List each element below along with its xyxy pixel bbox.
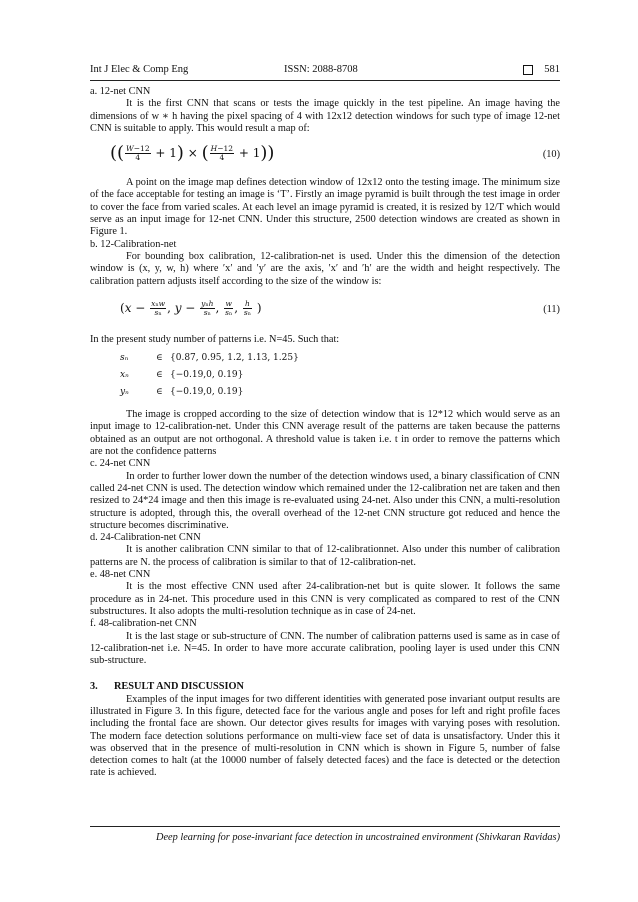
subsection-a-title: a. 12-net CNN — [90, 86, 151, 97]
set-symbol: sₙ — [120, 353, 129, 364]
element-of-icon: ∈ — [156, 387, 163, 398]
body-text — [90, 86, 560, 780]
subsection-d-title: d. 24-Calibration-net CNN — [90, 532, 201, 544]
header-rule — [90, 80, 560, 81]
running-footer: Deep learning for pose-invariant face detection in uncostrained environment (Shivkaran Ravidas) — [156, 832, 560, 843]
equation-11-formula: (x − $\frac{\text{xₙw}}{\text{sₙ}}$ , y − $\frac{\text{yₙh}}{\text{sₙ}}$ , $\frac{w}{\text{sₙ}}$ , $\frac{h}{\text{sₙ}}$ ) — [120, 298, 262, 317]
subsection-f-title: f. 48-calibration-net CNN — [90, 618, 197, 630]
subsection-e-title: e. 48-net CNN — [90, 569, 151, 581]
set-row-s — [90, 352, 560, 369]
journal-name: Int J Elec & Comp Eng — [90, 64, 189, 75]
set-symbol: xₙ — [120, 370, 129, 381]
element-of-icon: ∈ — [156, 353, 163, 364]
subsection-b-title: b. 12-Calibration-net — [90, 238, 177, 250]
element-of-icon: ∈ — [156, 370, 163, 381]
subsection-f-para-1: It is the last stage or sub-structure of CNN. The number of calibration patterns used is same as in case of 12-calibration-net i.e. N=45. In order to have more accurate calibration, pooling layer is used under this CNN sub-structure. — [90, 630, 560, 667]
equation-11-number: (11) — [543, 303, 560, 315]
set-values: {−0.19,0, 0.19} — [170, 387, 244, 398]
set-row-x — [90, 369, 560, 386]
subsection-b-para-3: The image is cropped according to the size of detection window that is 12*12 which would serve as an input image to 12-calibration-net. Under this CNN average result of the patterns are taken because the patterns obtained as an output are not orthogonal. A threshold value is taken i.e. t in order to remove the patterns which are not the confidence patterns — [90, 409, 560, 458]
section-3-title: RESULT AND DISCUSSION — [114, 681, 244, 693]
section-3-heading — [90, 681, 560, 693]
subsection-a-para-1: It is the first CNN that scans or tests the image quickly in the test pipeline. An image having the dimensions of w ∗ h having the pixel spacing of 4 with 12x12 detection windows for such type of image 12-net CNN is suitable to apply. This would result a map of: — [90, 98, 560, 134]
section-3-para-1: Examples of the input images for two different identities with generated pose invariant output results are illustrated in Figure 3. In this figure, detected face for the various angle and poses for left and right profile faces including the frontal face are shown. Our detector gives results for images with varying poses with resolution. The modern face detection solutions performance on multi-view face set of data is unsatisfactory. Under this it was observed that in the presence of multi-resolution in CNN which is shown in Figure 5, number of false detection comes to halt (at the 10000 number of falsely detected faces) and the face is detected or the detection rate is achieved. — [90, 693, 560, 779]
subsection-c-para-1: In order to further lower down the number of the detection windows used, a binary classification of CNN called 24-net CNN is used. The detection window which remained under the 12-calibration net are taken and then resized to 24*24 image and then this image is re-evaluated using 24-net. Also under this CNN, a multi-resolution structure is adopted, through this, the overall overhead of the 12-net CNN structure got reduced and hence the structure becomes discriminative. — [90, 470, 560, 531]
subsection-e-para-1: It is the most effective CNN used after 24-calibration-net but is quite slower. It follows the same procedure as in 24-net. This procedure used in this CNN is very complicated as compared to rest of the CNN substructures. It also adopts the multi-resolution technique as in case of 24-net. — [90, 581, 560, 617]
subsection-a-para-2: A point on the image map defines detection window of 12x12 onto the testing image. The minimum size of the face acceptable for testing an image is ‘T’. Firstly an image pyramid is built through the test image in order to cover the face from varied scales. At each level an image pyramid is created, it is resized by 12/T which would serve as an input image for 12-net CNN. Under this structure, 2500 detection windows are created as shown in Figure 1. — [90, 177, 560, 238]
set-values: {0.87, 0.95, 1.2, 1.13, 1.25} — [170, 353, 299, 364]
subsection-c-title: c. 24-net CNN — [90, 458, 151, 470]
set-values: {−0.19,0, 0.19} — [170, 370, 244, 381]
page-number: 581 — [544, 64, 560, 75]
set-symbol: yₙ — [120, 387, 129, 398]
subsection-b-para-2: In the present study number of patterns i.e. N=45. Such that: — [90, 333, 340, 345]
set-row-y — [90, 386, 560, 403]
subsection-b-para-1: For bounding box calibration, 12-calibration-net is used. Under this the dimension of the detection window is (x, y, w, h) where ′x′ and ′y′ are the axis, ′x′ and ′h′ are the width and height respectively. The calibration pattern adjusts itself according to the size of the window is: — [90, 250, 560, 287]
running-header — [90, 64, 560, 80]
checkbox-square-icon — [523, 65, 533, 75]
equation-10-formula: (( $\frac{W-12}{4}$ + 1) × ( $\frac{H-12}{4}$ + 1)) — [110, 142, 275, 164]
section-3-number: 3. — [90, 681, 98, 693]
equation-11 — [90, 298, 560, 324]
equation-10 — [90, 143, 560, 169]
footer-rule — [90, 826, 560, 827]
subsection-d-para-1: It is another calibration CNN similar to that of 12-calibrationnet. Also under this number of calibration patterns are N. the process of calibration is similar to that of 12-calibration-net. — [90, 544, 560, 568]
pattern-sets — [90, 352, 560, 403]
issn: ISSN: 2088-8708 — [284, 64, 358, 75]
equation-10-number: (10) — [542, 149, 560, 161]
